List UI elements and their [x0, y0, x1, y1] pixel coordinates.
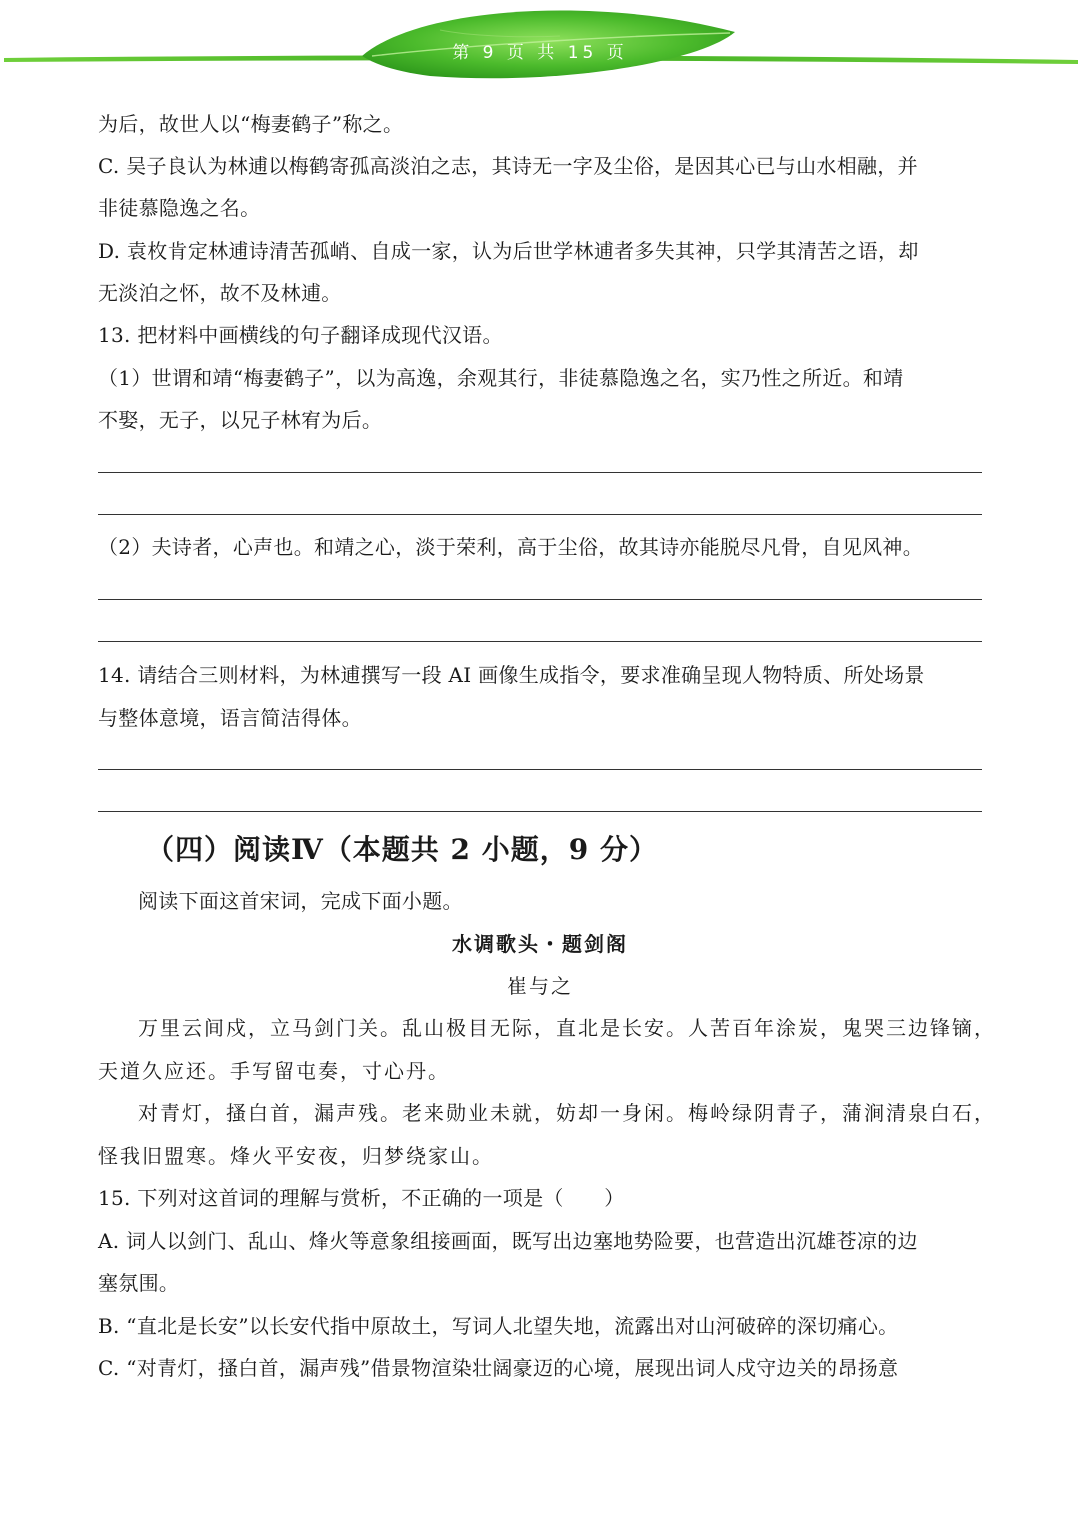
answer-line: [98, 641, 982, 642]
header-leaf-banner: [0, 0, 1080, 90]
q13-sentence2: （2）夫诗者，心声也。和靖之心，淡于荣利，高于尘俗，故其诗亦能脱尽凡骨，自见风神。: [98, 535, 924, 559]
answer-line: [98, 811, 982, 812]
q15-option-a-line1: A. 词人以剑门、乱山、烽火等意象组接画面，既写出边塞地势险要，也营造出沉雄苍凉的边: [98, 1229, 918, 1253]
q14-stem-line1: 14. 请结合三则材料，为林逋撰写一段 AI 画像生成指令，要求准确呈现人物特质、所处场景: [98, 663, 925, 687]
q15-stem: 15. 下列对这首词的理解与赏析，不正确的一项是（ ）: [98, 1186, 625, 1210]
answer-line: [98, 599, 982, 600]
poem-author: 崔与之: [507, 974, 573, 998]
answer-line: [98, 769, 982, 770]
page-number: 第 9 页 共 15 页: [452, 43, 628, 63]
q15-option-a-line2: 塞氛围。: [98, 1271, 180, 1295]
q12-option-b-end: 为后，故世人以“梅妻鹤子”称之。: [98, 112, 404, 136]
q14-stem-line2: 与整体意境，语言简洁得体。: [98, 706, 362, 730]
poem-line: 万里云间戍，立马剑门关。乱山极目无际，直北是长安。人苦百年涂炭，鬼哭三边锋镝，: [138, 1016, 996, 1040]
poem-title: 水调歌头・题剑阁: [452, 932, 628, 956]
poem-line: 天道久应还。手写留屯奏，寸心丹。: [98, 1059, 450, 1083]
section-intro: 阅读下面这首宋词，完成下面小题。: [138, 889, 463, 913]
answer-line: [98, 472, 982, 473]
section-heading: （四）阅读Ⅳ（本题共 2 小题，9 分）: [146, 833, 658, 866]
q12-option-d-line1: D. 袁枚肯定林逋诗清苦孤峭、自成一家，认为后世学林逋者多失其神，只学其清苦之语，却: [98, 239, 919, 263]
q12-option-c-line1: C. 吴子良认为林逋以梅鹤寄孤高淡泊之志，其诗无一字及尘俗，是因其心已与山水相融，并: [98, 154, 918, 178]
q13-stem: 13. 把材料中画横线的句子翻译成现代汉语。: [98, 323, 503, 347]
answer-line: [98, 514, 982, 515]
q15-option-b: B. “直北是长安”以长安代指中原故土，写词人北望失地，流露出对山河破碎的深切痛心。: [98, 1314, 899, 1338]
q13-sentence1-line2: 不娶，无子，以兄子林宥为后。: [98, 408, 383, 432]
q12-option-c-line2: 非徒慕隐逸之名。: [98, 196, 261, 220]
q12-option-d-line2: 无淡泊之怀，故不及林逋。: [98, 281, 342, 305]
q13-sentence1-line1: （1）世谓和靖“梅妻鹤子”，以为高逸，余观其行，非徒慕隐逸之名，实乃性之所近。和靖: [98, 366, 904, 390]
q15-option-c-line1: C. “对青灯，搔白首，漏声残”借景物渲染壮阔豪迈的心境，展现出词人戍守边关的昂扬意: [98, 1356, 899, 1380]
poem-line: 对青灯，搔白首，漏声残。老来勋业未就，妨却一身闲。梅岭绿阴青子，蒲涧清泉白石，: [138, 1101, 996, 1125]
poem-line: 怪我旧盟寒。烽火平安夜，归梦绕家山。: [98, 1144, 494, 1168]
